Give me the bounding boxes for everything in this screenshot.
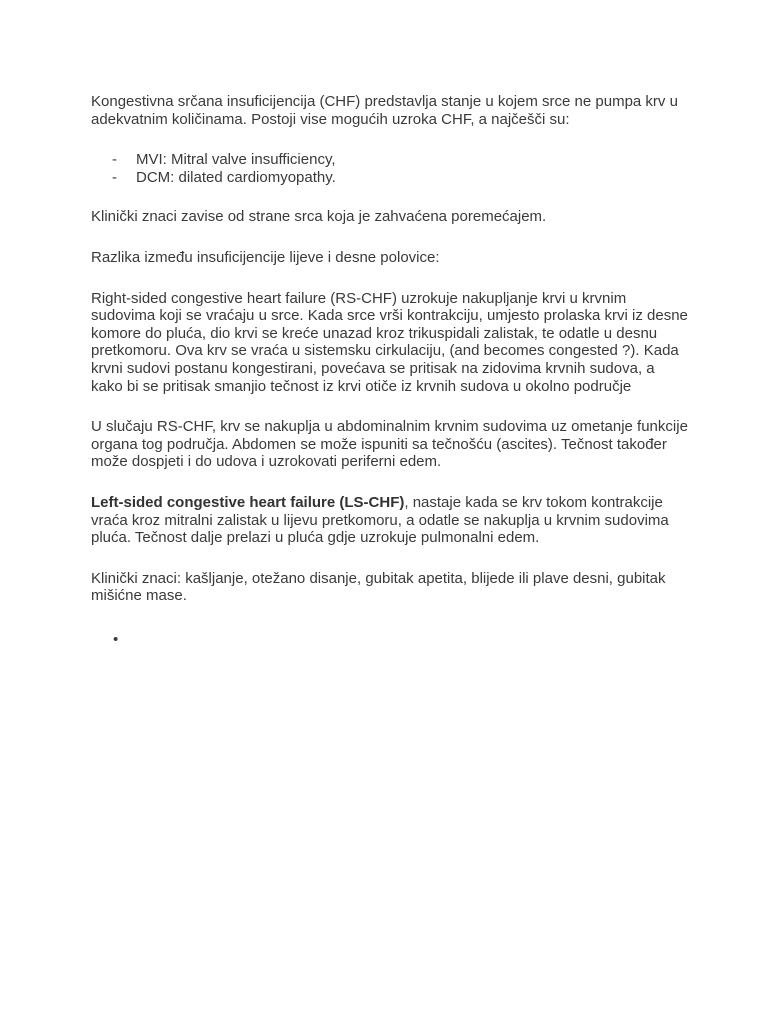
clinical-signs-paragraph: Klinički znaci: kašljanje, otežano disanje, gubitak apetita, blijede ili plave desni, gubitak mišićne mase. — [91, 569, 666, 605]
ls-chf-description: , nastaje kada se krv tokom kontrakcije vraća kroz mitralni zalistak u lijevu pretkomoru, a odatle se nakuplja u krvnim sudovima pluća. Tečnost dalje prelazi u pluća gdje uzrokuje pulmonalni edem. — [91, 493, 669, 547]
list-item-text: DCM: dilated cardiomyopathy. — [136, 168, 336, 186]
list-marker: - — [112, 168, 117, 186]
clinical-signs-intro: Klinički znaci zavise od strane srca koja je zahvaćena poremećajem. — [91, 208, 547, 226]
difference-heading: Razlika između insuficijencije lijeve i desne polovice: — [91, 248, 440, 266]
rs-chf-effects-paragraph: U slučaju RS-CHF, krv se nakuplja u abdominalnim krvnim sudovima uz ometanje funkcije organa tog područja. Abdomen se može ispuniti sa tečnošću (ascites). Tečnost također može dospjeti i do udova i uzrokovati periferni edem. — [91, 418, 688, 471]
ls-chf-term: Left-sided congestive heart failure (LS-CHF) — [91, 493, 405, 511]
ls-chf-paragraph — [91, 494, 688, 547]
empty-bullet-list — [91, 631, 688, 649]
list-item — [91, 151, 688, 169]
list-item — [91, 631, 688, 649]
list-item — [91, 169, 688, 187]
rs-chf-paragraph: Right-sided congestive heart failure (RS-CHF) uzrokuje nakupljanje krvi u krvnim sudovima koji se vraćaju u srce. Kada srce vrši kontrakciju, umjesto prolaska krvi iz desne komore do pluća, dio krvi se kreće unazad kroz trikuspidali zalistak, te odatle u desnu pretkomoru. Ova krv se vraća u sistemsku cirkulaciju, (and becomes congested ?). Kada krvni sudovi postanu kongestirani, povećava se pritisak na zidovima krvnih sudova, a kako bi se pritisak smanjio tečnost iz krvi otiče iz krvnih sudova u okolno područje — [91, 289, 688, 395]
bullet-marker: • — [113, 630, 119, 648]
list-item-text: MVI: Mitral valve insufficiency, — [136, 151, 336, 169]
list-marker: - — [112, 151, 117, 169]
intro-paragraph: Kongestivna srčana insuficijencija (CHF) predstavlja stanje u kojem srce ne pumpa krv u adekvatnim količinama. Postoji vise mogućih uzroka CHF, a najčešči su: — [91, 93, 678, 128]
causes-list — [91, 151, 688, 186]
